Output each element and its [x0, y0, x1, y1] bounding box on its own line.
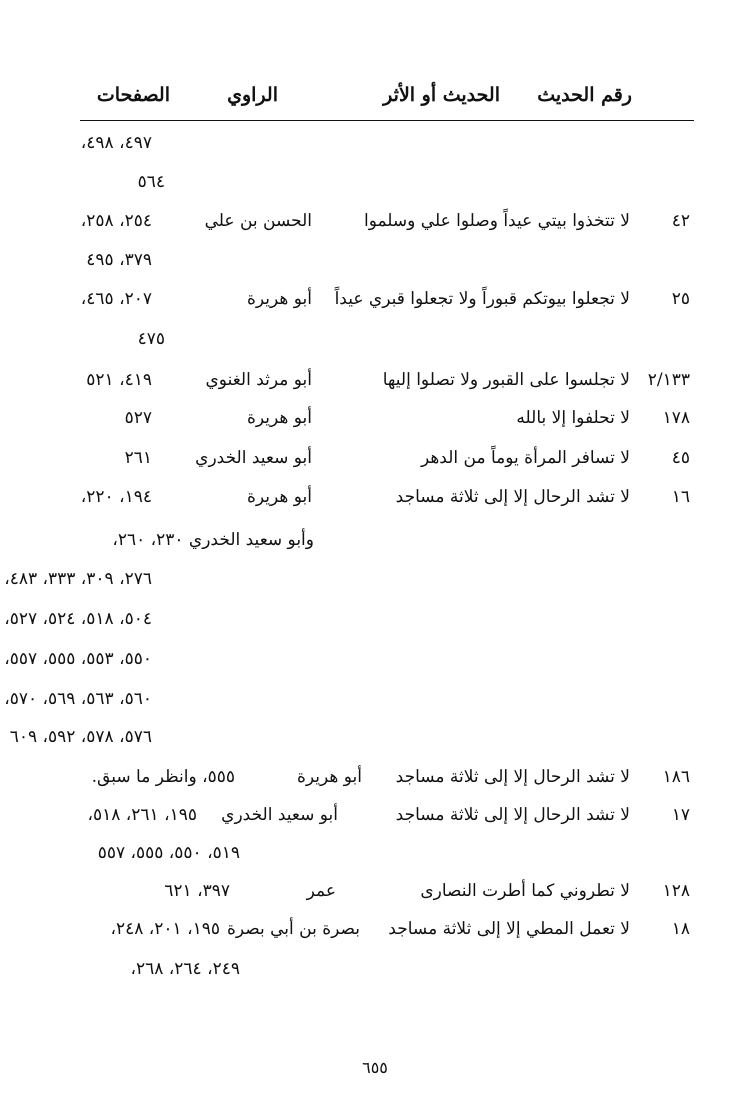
pages-cell: ٣٧٩، ٤٩٥ [86, 250, 152, 270]
narrator-name: عمر [306, 881, 336, 901]
hadith-number: ٤٢ [671, 211, 690, 231]
hadith-number: ٢٥ [671, 289, 690, 309]
hadith-text: لا تشد الرحال إلا إلى ثلاثة مساجد [395, 767, 630, 787]
narrator-name: بصرة بن أبي بصرة [226, 919, 360, 939]
narrator-name: أبو هريرة [296, 767, 362, 787]
pages-cell: ٢٥٤، ٢٥٨، [80, 211, 152, 231]
pages-cell: ٢٤٩، ٢٦٤، ٢٦٨، [130, 959, 240, 979]
hadith-number: ١٢٨ [662, 881, 690, 901]
narrator-name: أبو سعيد الخدري [221, 805, 338, 825]
index-row [0, 245, 750, 275]
index-row [0, 876, 750, 906]
index-row [0, 644, 750, 674]
header-hadith-number: رقم الحديث [537, 84, 632, 106]
hadith-text: لا تشد الرحال إلا إلى ثلاثة مساجد [395, 487, 630, 507]
index-row [0, 604, 750, 634]
pages-cell: ٤٧٥ [137, 329, 165, 349]
index-row [0, 838, 750, 868]
header-hadith-text: الحديث أو الأثر [383, 84, 500, 106]
index-row [0, 684, 750, 714]
index-row [0, 482, 750, 512]
header-narrator: الراوي [227, 84, 278, 106]
index-row [0, 800, 750, 830]
index-row [0, 324, 750, 354]
index-row [0, 722, 750, 752]
index-row [0, 525, 750, 555]
hadith-number: ١٧٨ [662, 408, 690, 428]
pages-cell: ٤٩٧، ٤٩٨، [80, 133, 152, 153]
index-row [0, 564, 750, 594]
hadith-text: لا تحلفوا إلا بالله [516, 408, 630, 428]
hadith-text: لا تجلسوا على القبور ولا تصلوا إليها [382, 370, 630, 390]
header-pages: الصفحات [96, 84, 170, 106]
pages-cell: ٢٦١ [124, 448, 152, 468]
hadith-number: ١٨٦ [662, 767, 690, 787]
pages-cell: ١٩٥، ٢٠١، ٢٤٨، [110, 919, 220, 939]
pages-cell: ٥٠٤، ٥١٨، ٥٢٤، ٥٢٧، [4, 609, 152, 629]
index-row [0, 167, 750, 197]
pages-cell: ٥١٩، ٥٥٠، ٥٥٥، ٥٥٧ [97, 843, 240, 863]
narrator-name: أبو هريرة [246, 408, 312, 428]
hadith-text: لا تتخذوا بيتي عيداً وصلوا علي وسلموا [363, 211, 630, 231]
narrator-name: الحسن بن علي [204, 211, 312, 231]
pages-cell: ٢٧٦، ٣٠٩، ٣٣٣، ٤٨٣، [4, 569, 152, 589]
index-row [0, 284, 750, 314]
hadith-text: لا تطروني كما أطرت النصارى [420, 881, 630, 901]
hadith-text: لا تشد الرحال إلا إلى ثلاثة مساجد [395, 805, 630, 825]
hadith-text: لا تجعلوا بيوتكم قبوراً ولا تجعلوا قبري عيداً [334, 289, 630, 309]
hadith-number: ١٨ [671, 919, 690, 939]
pages-cell: ١٩٥، ٢٦١، ٥١٨، [87, 805, 197, 825]
pages-cell: ٥٢٧ [124, 408, 152, 428]
narrator-name: أبو هريرة [246, 487, 312, 507]
index-row [0, 914, 750, 944]
pages-cell: ٤١٩، ٥٢١ [86, 370, 152, 390]
narrator-name: أبو سعيد الخدري [195, 448, 312, 468]
pages-cell: ٣٩٧، ٦٢١ [164, 881, 230, 901]
pages-cell: ٥٦٠، ٥٦٣، ٥٦٩، ٥٧٠، [4, 689, 152, 709]
header-rule [80, 120, 694, 121]
index-row [0, 365, 750, 395]
pages-cell: ٥٧٦، ٥٧٨، ٥٩٢، ٦٠٩ [9, 727, 152, 747]
hadith-number: ٢/١٣٣ [647, 370, 690, 390]
narrator-name: أبو مرثد الغنوي [205, 370, 312, 390]
page-number: ٦٥٥ [362, 1058, 388, 1077]
pages-cell: ٥٦٤ [137, 172, 165, 192]
hadith-number: ١٦ [671, 487, 690, 507]
hadith-text: لا تعمل المطي إلا إلى ثلاثة مساجد [388, 919, 630, 939]
pages-cell: ٥٥٠، ٥٥٣، ٥٥٥، ٥٥٧، [4, 649, 152, 669]
pages-cell: ٢٠٧، ٤٦٥، [80, 289, 152, 309]
hadith-number: ٤٥ [671, 448, 690, 468]
index-row [0, 762, 750, 792]
index-row [0, 206, 750, 236]
pages-cell: ١٩٤، ٢٢٠، [80, 487, 152, 507]
index-row [0, 954, 750, 984]
pages-cell: ٥٥٥، وانظر ما سبق. [91, 767, 235, 787]
narrator-name: أبو هريرة [246, 289, 312, 309]
index-row [0, 128, 750, 158]
hadith-number: ١٧ [671, 805, 690, 825]
index-row [0, 403, 750, 433]
index-row [0, 443, 750, 473]
narrator-continuation: وأبو سعيد الخدري ٢٣٠، ٢٦٠، [112, 530, 314, 550]
hadith-text: لا تسافر المرأة يوماً من الدهر [420, 448, 630, 468]
